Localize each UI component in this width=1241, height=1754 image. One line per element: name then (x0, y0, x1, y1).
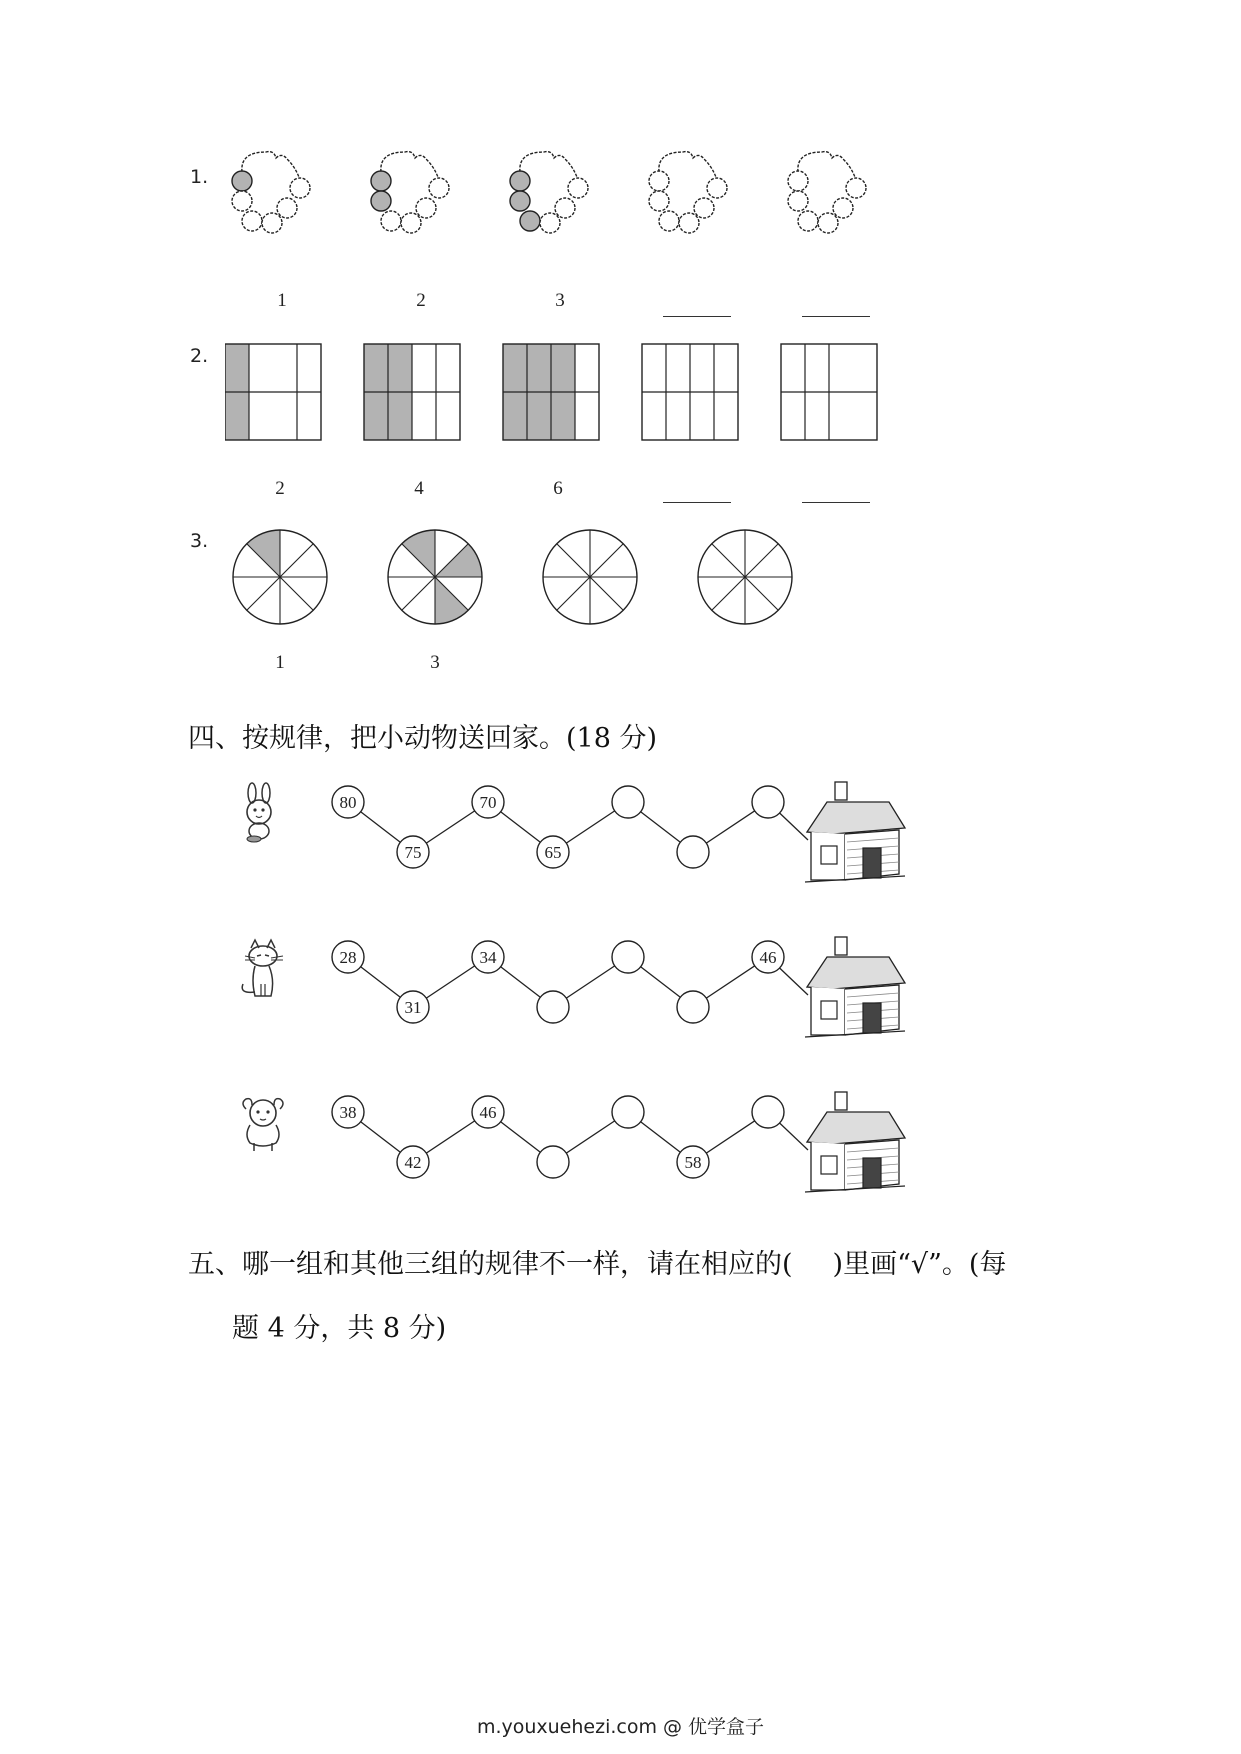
bead (649, 191, 669, 211)
bead (429, 178, 449, 198)
shaded-sector (402, 530, 435, 577)
q1-label-3: 3 (555, 290, 565, 311)
number-value: 65 (544, 843, 562, 862)
number-circle[interactable] (612, 786, 644, 818)
number-circle[interactable] (537, 1146, 569, 1178)
bead (232, 191, 252, 211)
section-5-heading (188, 1242, 1006, 1281)
path-row-2 (332, 937, 905, 1037)
number-circle[interactable] (677, 836, 709, 868)
bead (371, 191, 391, 211)
pie-circles-figure (225, 522, 825, 632)
number-circle[interactable] (677, 991, 709, 1023)
bead (788, 171, 808, 191)
house-icon (805, 937, 905, 1037)
number-value: 42 (404, 1153, 422, 1172)
bead (788, 191, 808, 211)
animal-paths-figure (230, 770, 950, 1220)
bead (510, 171, 530, 191)
number-value: 58 (684, 1153, 702, 1172)
q2-label-2: 4 (414, 478, 424, 499)
question-1-number: 1. (190, 166, 209, 188)
rabbit-icon (247, 783, 271, 842)
number-value: 31 (404, 998, 422, 1017)
bead-string-1 (232, 152, 310, 233)
number-circle[interactable] (752, 1096, 784, 1128)
grid-square-5 (781, 344, 877, 440)
bead (540, 213, 560, 233)
section-4-heading: 四、按规律，把小动物送回家。(18 分) (188, 723, 658, 754)
q3-label-2: 3 (430, 652, 440, 673)
q1-answer-blank-5[interactable] (802, 316, 870, 317)
bead (555, 198, 575, 218)
q1-answer-blank-4[interactable] (663, 316, 731, 317)
q2-answer-blank-5[interactable] (802, 502, 870, 503)
number-value: 38 (339, 1103, 357, 1122)
number-circle[interactable] (612, 941, 644, 973)
bead-string-2 (371, 152, 449, 233)
house-icon (805, 1092, 905, 1192)
bead (232, 171, 252, 191)
q2-label-1: 2 (275, 478, 285, 499)
bead (833, 198, 853, 218)
pie-circle-1 (233, 530, 327, 624)
bead (694, 198, 714, 218)
number-value: 80 (339, 793, 357, 812)
q1-label-2: 2 (416, 290, 426, 311)
bead (679, 213, 699, 233)
q2-answer-blank-4[interactable] (663, 502, 731, 503)
number-value: 75 (404, 843, 422, 862)
bead (659, 211, 679, 231)
number-value: 46 (479, 1103, 497, 1122)
bead (242, 211, 262, 231)
q2-label-3: 6 (553, 478, 563, 499)
grid-square-3 (503, 344, 599, 440)
cat-icon (242, 940, 283, 996)
grid-squares-figure (225, 340, 905, 450)
house-icon (805, 782, 905, 882)
bead (371, 171, 391, 191)
footer-watermark: m.youxuehezi.com @ 优学盒子 (476, 1716, 765, 1738)
bead (290, 178, 310, 198)
shaded-sector (435, 544, 482, 577)
grid-square-4 (642, 344, 738, 440)
number-circle[interactable] (612, 1096, 644, 1128)
pie-circle-4 (698, 530, 792, 624)
q3-label-1: 1 (275, 652, 285, 673)
bead (707, 178, 727, 198)
section-5-heading-part1: 五、哪一组和其他三组的规律不一样，请在相应的( (188, 1249, 793, 1280)
section-5-heading-part2: )里画“√”。(每 (832, 1249, 1007, 1280)
bead (846, 178, 866, 198)
number-value: 28 (339, 948, 357, 967)
grid-square-2 (364, 344, 460, 440)
bead (262, 213, 282, 233)
bead (818, 213, 838, 233)
pie-circle-2 (388, 530, 482, 624)
number-value: 34 (479, 948, 497, 967)
number-value: 70 (479, 793, 497, 812)
bead-strings-figure (230, 150, 930, 270)
question-2-number: 2. (190, 345, 209, 367)
path-row-1 (332, 782, 905, 882)
bead (798, 211, 818, 231)
bead (381, 211, 401, 231)
number-circle[interactable] (537, 991, 569, 1023)
bead-string-3 (510, 152, 588, 233)
number-value: 46 (759, 948, 777, 967)
bead (649, 171, 669, 191)
bead-string-5 (788, 152, 866, 233)
bead (401, 213, 421, 233)
q1-label-1: 1 (277, 290, 287, 311)
number-circle[interactable] (752, 786, 784, 818)
grid-square-1 (225, 344, 321, 440)
section-5-heading-line2: 题 4 分，共 8 分) (232, 1313, 447, 1344)
bead (520, 211, 540, 231)
question-3-number: 3. (190, 530, 209, 552)
pie-circle-3 (543, 530, 637, 624)
bead (510, 191, 530, 211)
shaded-sector (247, 530, 280, 577)
bead-string-4 (649, 152, 727, 233)
sheep-icon (243, 1099, 283, 1151)
shaded-sector (435, 577, 468, 624)
path-row-3 (332, 1092, 905, 1192)
bead (416, 198, 436, 218)
bead (568, 178, 588, 198)
bead (277, 198, 297, 218)
